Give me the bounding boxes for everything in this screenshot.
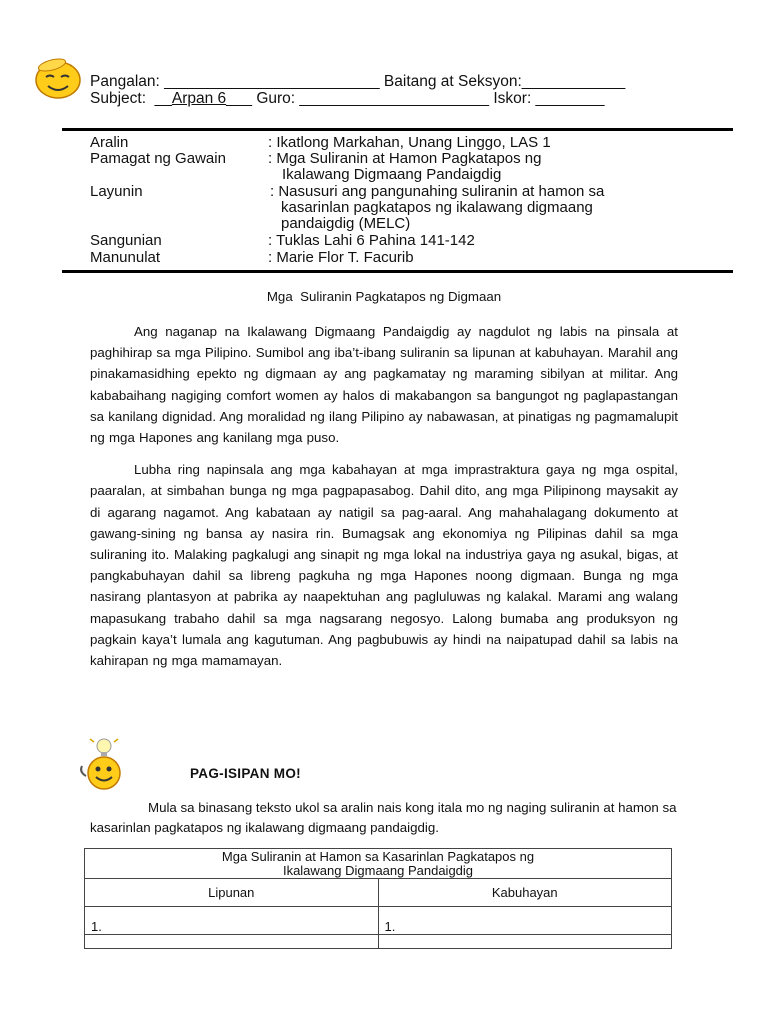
table-title-row: [85, 849, 672, 879]
answer-cell-lipunan-2[interactable]: [85, 935, 379, 949]
smiley-salute-icon: [32, 56, 84, 100]
table-title-line-1: Mga Suliranin at Hamon sa Kasarinlan Pagkatapos ng: [221, 848, 535, 864]
info-value-layunin-cont2: pandaigdig (MELC): [281, 215, 411, 232]
column-header-kabuhayan: Kabuhayan: [378, 879, 672, 907]
info-label-aralin: Aralin: [90, 134, 129, 151]
info-value-pamagat-cont: Ikalawang Digmaang Pandaigdig: [282, 166, 502, 183]
table-title-cell: [85, 849, 672, 879]
table-header-row: [85, 879, 672, 907]
activity-heading: PAG-ISIPAN MO!: [190, 766, 301, 781]
subject-line: [90, 89, 605, 108]
name-line: Pangalan: _________________________ Baitang at Seksyon:____________: [90, 73, 626, 90]
answer-table: [84, 848, 672, 949]
info-value-manunulat: : Marie Flor T. Facurib: [268, 249, 414, 266]
subject-value: Arpan 6: [171, 90, 227, 107]
top-rule: [62, 128, 733, 131]
answer-cell-lipunan-1[interactable]: 1.: [85, 907, 379, 935]
info-label-sangunian: Sangunian: [90, 232, 162, 249]
info-value-pamagat: : Mga Suliranin at Hamon Pagkatapos ng: [268, 150, 542, 167]
reading-paragraph-1: Ang naganap na Ikalawang Digmaang Pandaigdig ay nagdulot ng labis na pinsala at paghihirap sa mga Pilipino. Sumibol ang iba’t-ibang suliranin sa lipunan at kabuhayan. Marahil ang pinakamasidhing epekto ng digmaan ay ang pagkamatay ng maraming sibilyan at militar. Ang kababaihang nagiging comfort women ay halos di makabangon sa bangungot ng paglapastangan sa kanilang dignidad. Ang moralidad ng ilang Pilipino ay nabawasan, at pinatigas ng pagmamalupit ng mga Hapones ang kanilang mga puso.: [90, 324, 678, 446]
reading-body: [90, 321, 678, 671]
answer-cell-kabuhayan-1[interactable]: 1.: [378, 907, 672, 935]
subject-rest: ___ Guro: ______________________ Iskor: ________: [226, 90, 605, 107]
reading-title: Mga Suliranin Pagkatapos ng Digmaan: [266, 289, 502, 304]
activity-instructions: Mula sa binasang teksto ukol sa aralin nais kong itala mo ng naging suliranin at hamon sa kasarinlan pagkatapos ng ikalawang digmaang pandaigdig.: [90, 800, 677, 835]
subject-label: Subject: __: [90, 90, 172, 107]
info-label-manunulat: Manunulat: [90, 249, 161, 266]
info-label-pamagat: Pamagat ng Gawain: [90, 150, 226, 167]
table-row: [85, 935, 672, 949]
info-label-layunin: Layunin: [90, 183, 143, 200]
reading-paragraph-2: Lubha ring napinsala ang mga kabahayan at mga imprastraktura gaya ng mga ospital, paaralan, at simbahan bunga ng mga pagpapasabog. Dahil dito, ang mga Pilipinong maysakit ay di agarang nagamot. Ang kabataan ay natigil sa pag-aaral. Ang mahahalagang dokumento at gawang-sining ng bansa ay nasira rin. Bumagsak ang ekonomiya ng Pilipinas dahil sa mga suliraning ito. Malaking pagkalugi ang sinapit ng mga lokal na industriya gaya ng asukal, bigas, at pangkabuhayan dahil sa libreng pagkuha ng mga Hapones noong digmaan. Bunga ng mga nasirang plantasyon at pabrika ay naapektuhan ang pagluluwas ng kalakal. Marami ang walang mapasukang trabaho dahil sa mga nagsarang negosyo. Lalong bumaba ang produksyon ng pagkain kaya’t lumala ang kagutuman. Ang pagbubuwis ay hindi na naipatupad dahil sa labis na kahirapan ng mga mamamayan.: [90, 462, 678, 669]
info-value-layunin-cont: kasarinlan pagkatapos ng ikalawang digmaang: [281, 199, 593, 216]
info-value-layunin: : Nasusuri ang pangunahing suliranin at hamon sa: [270, 183, 605, 200]
info-value-aralin: : Ikatlong Markahan, Unang Linggo, LAS 1: [268, 134, 551, 151]
table-row: [85, 907, 672, 935]
answer-cell-kabuhayan-2[interactable]: [378, 935, 672, 949]
smiley-idea-icon: [74, 736, 126, 792]
column-header-lipunan: Lipunan: [85, 879, 379, 907]
bottom-rule: [62, 270, 733, 273]
table-title-line-2: Ikalawang Digmaang Pandaigdig: [282, 862, 474, 878]
info-value-sangunian: : Tuklas Lahi 6 Pahina 141-142: [268, 232, 475, 249]
